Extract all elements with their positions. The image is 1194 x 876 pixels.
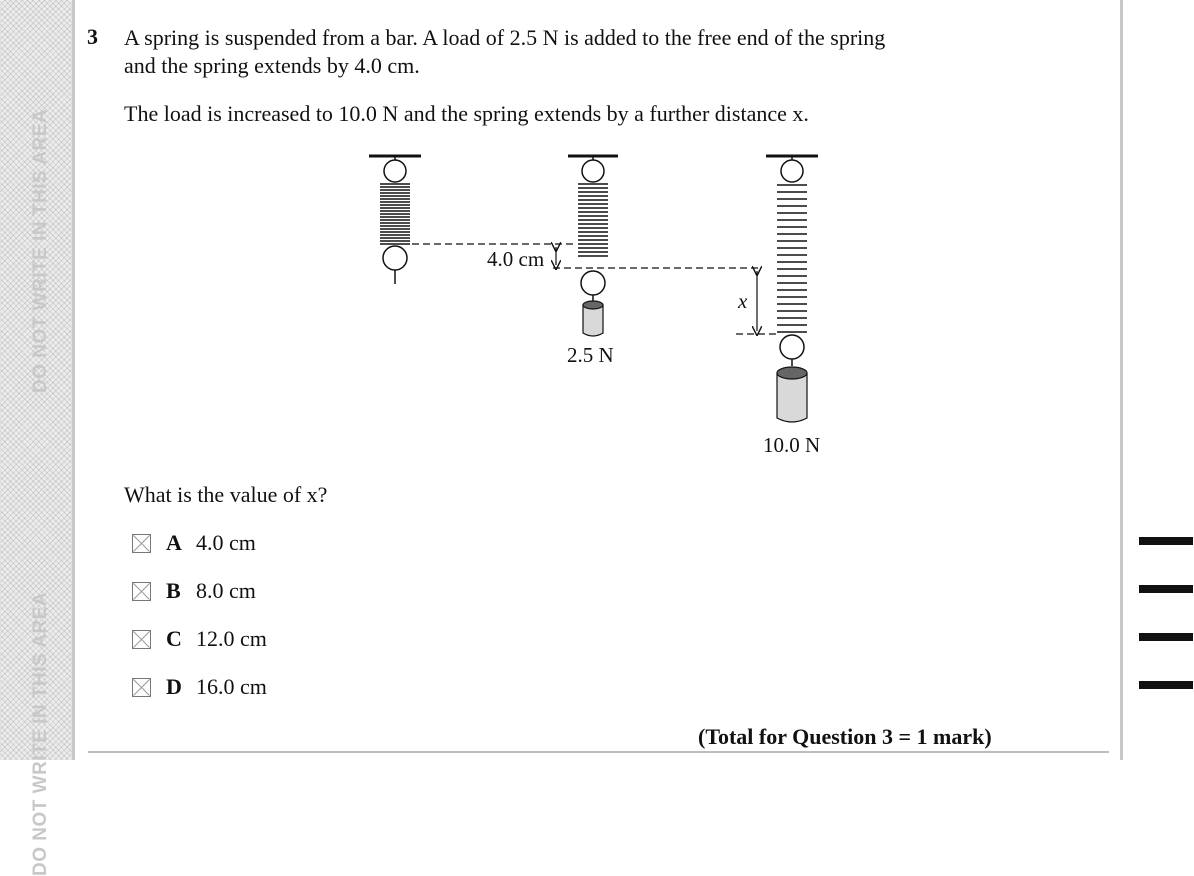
option-a-checkbox[interactable]: [132, 534, 151, 553]
spring-2-5N: [568, 156, 618, 336]
x-label: x: [738, 289, 748, 313]
margin-warning-bottom: DO NOT WRITE IN THIS AREA: [30, 591, 51, 876]
question-number: 3: [87, 24, 98, 49]
spring-unloaded: [369, 156, 421, 284]
option-b-checkbox[interactable]: [132, 582, 151, 601]
option-a[interactable]: [132, 530, 256, 556]
stem-line3-text: The load is increased to 10.0 N and the spring extends by a further distance x.: [124, 101, 809, 126]
load-label-2-5N: 2.5 N: [567, 343, 614, 367]
option-d-text: 16.0 cm: [196, 674, 267, 699]
option-c-text: 12.0 cm: [196, 626, 267, 651]
registration-mark: [1139, 681, 1193, 689]
option-a-text: 4.0 cm: [196, 530, 256, 555]
option-d-checkbox[interactable]: [132, 678, 151, 697]
margin-warning-top: DO NOT WRITE IN THIS AREA: [30, 108, 51, 393]
registration-mark: [1139, 585, 1193, 593]
load-label-10N: 10.0 N: [763, 433, 821, 457]
option-c[interactable]: [132, 626, 267, 652]
question-stem-line1: A spring is suspended from a bar. A load of 2.5 N is added to the free end of the spring: [124, 25, 886, 50]
option-b[interactable]: [132, 578, 256, 604]
registration-mark: [1139, 633, 1193, 641]
bottom-rule: [88, 751, 1109, 753]
registration-mark: [1139, 537, 1193, 545]
option-c-letter: C: [166, 626, 182, 651]
option-d-letter: D: [166, 674, 182, 699]
option-c-checkbox[interactable]: [132, 630, 151, 649]
option-d[interactable]: [132, 674, 267, 700]
option-b-text: 8.0 cm: [196, 578, 256, 603]
question-stem-line2: and the spring extends by 4.0 cm.: [124, 53, 420, 78]
question-prompt: What is the value of x?: [124, 482, 328, 507]
spring-10N: [766, 156, 818, 422]
option-b-letter: B: [166, 578, 181, 603]
total-marks: (Total for Question 3 = 1 mark): [698, 724, 992, 749]
option-a-letter: A: [166, 530, 182, 555]
extension-label: 4.0 cm: [487, 247, 545, 271]
